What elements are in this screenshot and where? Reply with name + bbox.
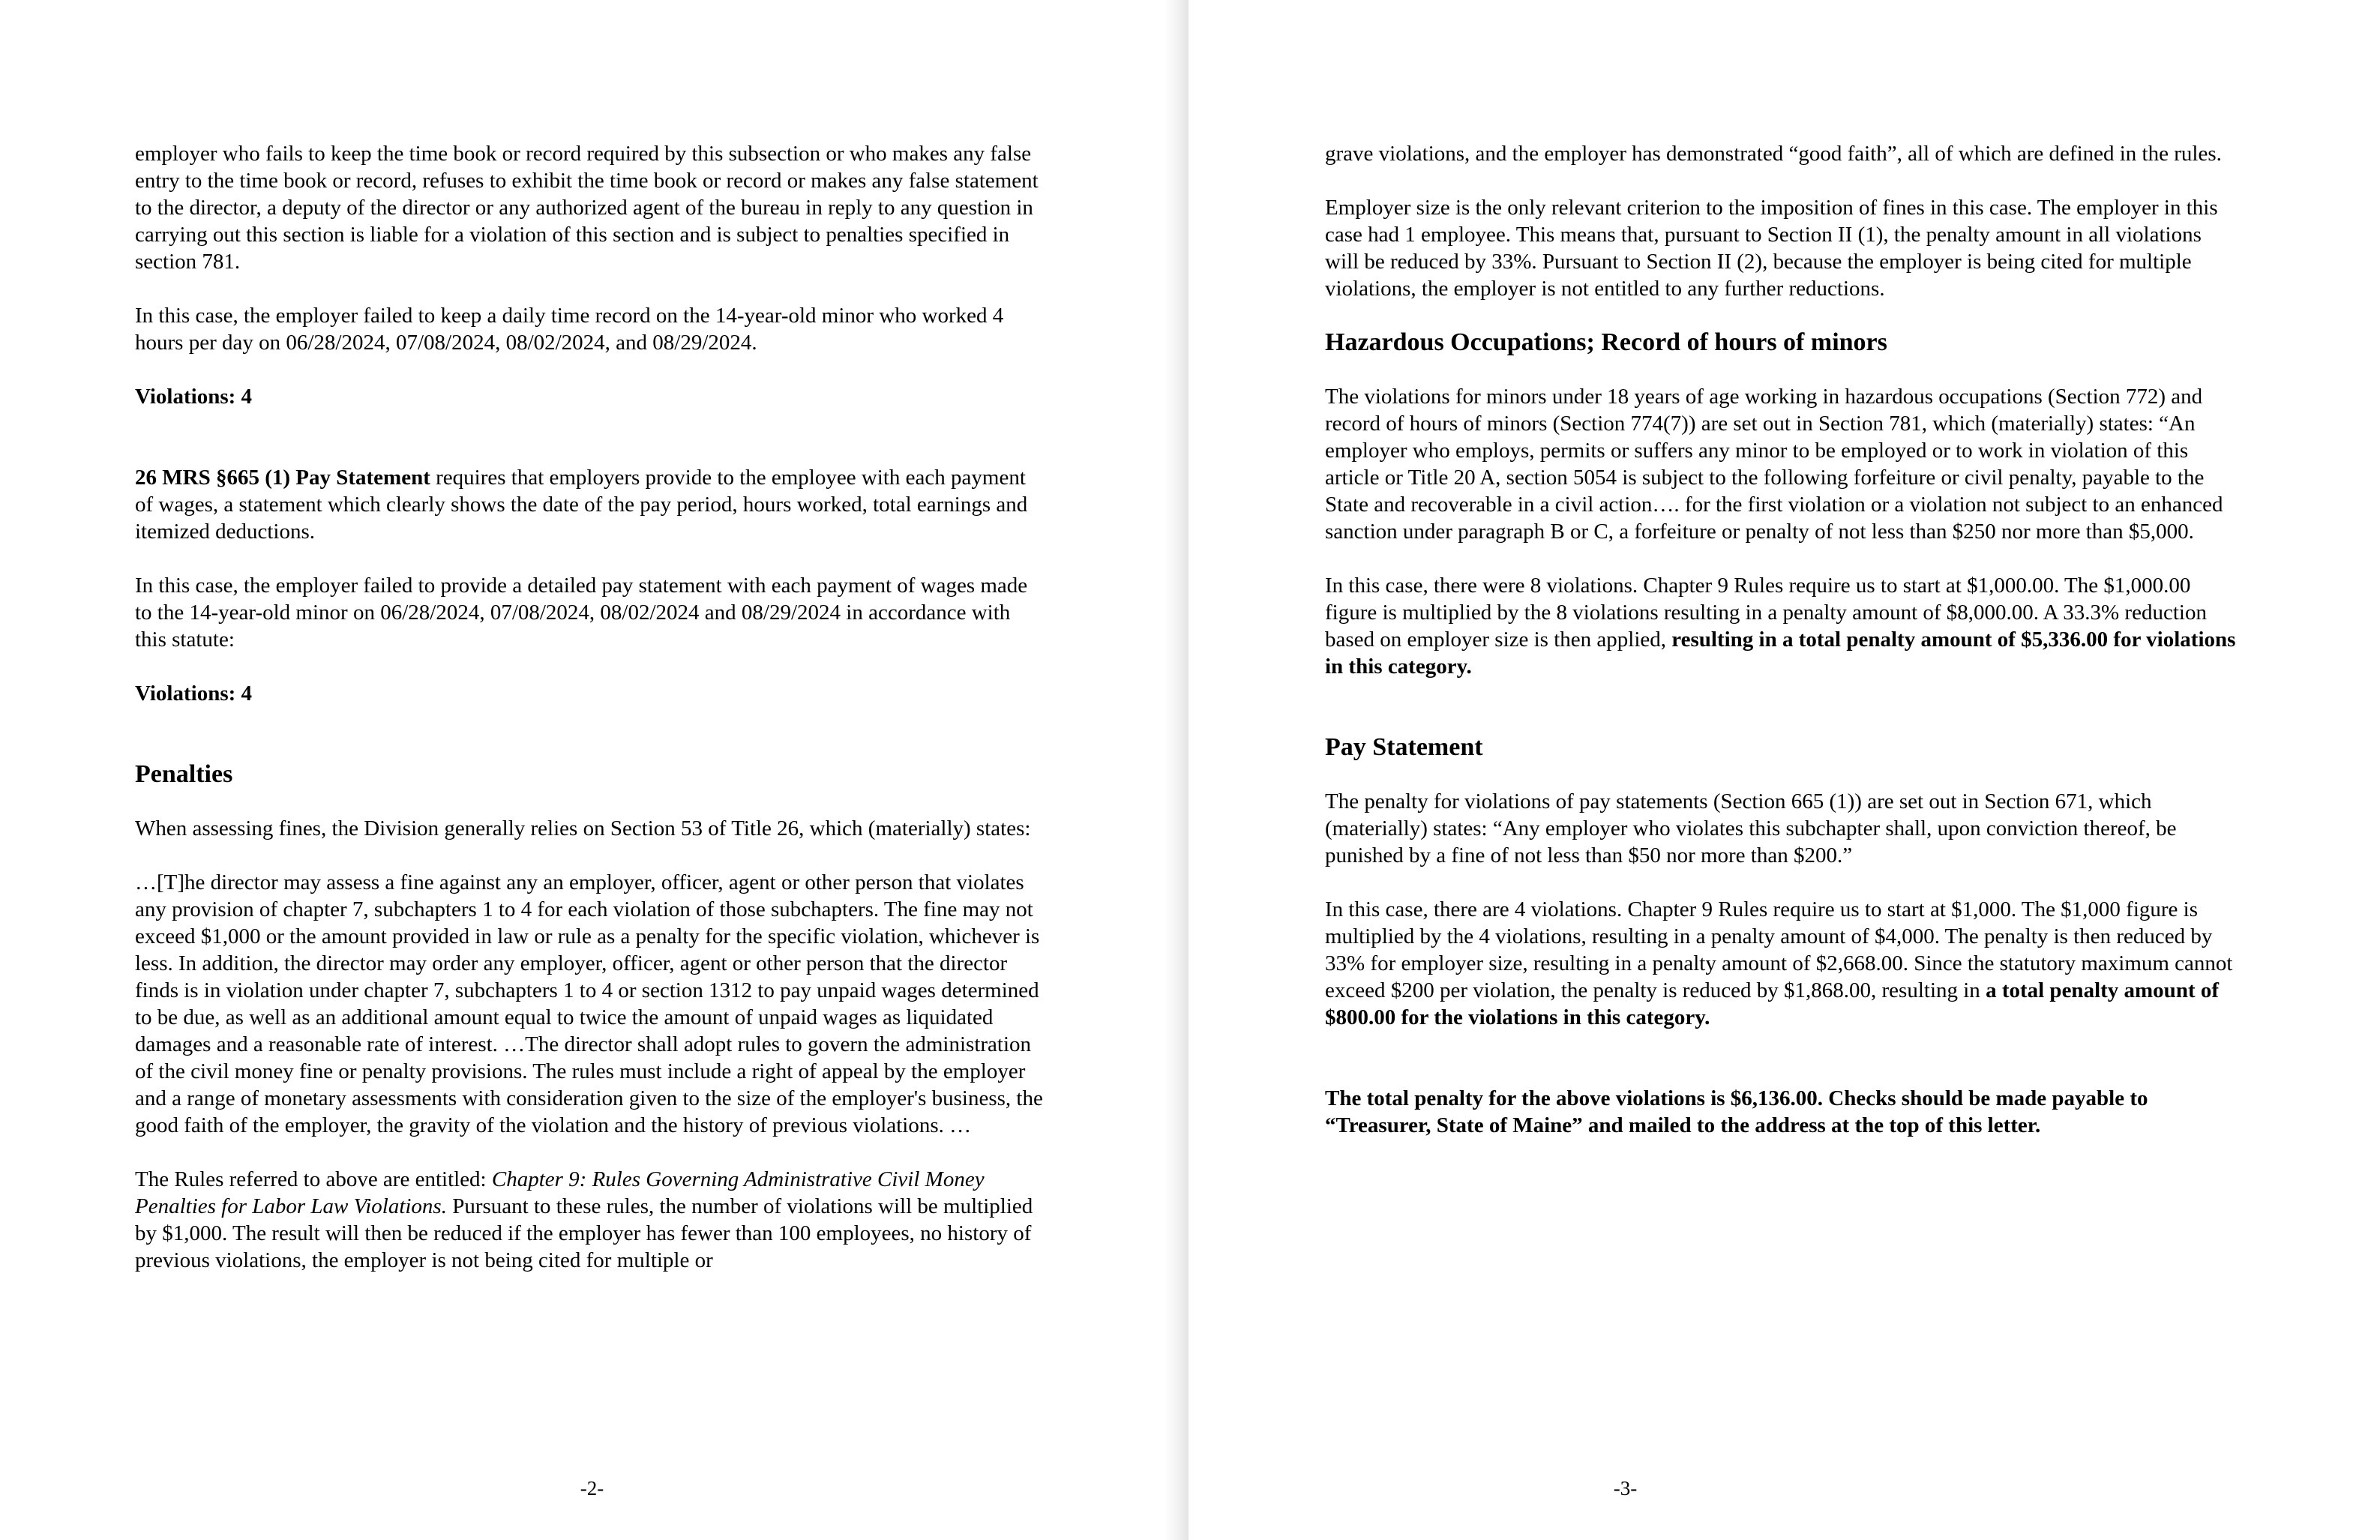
paragraph-pay-statement-penalty	[1325, 896, 2238, 1031]
paragraph-assessing-fines: When assessing fines, the Division generally relies on Section 53 of Title 26, which (materially) states:	[135, 816, 1031, 840]
paragraph-section-781: The violations for minors under 18 years of age working in hazardous occupations (Section 772) and record of hours of minors (Section 774(7)) are set out in Section 781, which (materially) states: “An employer who employs, permits or suffers any minor to be employed or to work in violation of this article or Title 20 A, section 5054 is subject to the following forfeiture or civil penalty, payable to the State and recoverable in a civil action…. for the first violation or a violation not subject to an enhanced sanction under paragraph B or C, a forfeiture or penalty of not less than $250 nor more than $5,000.	[1325, 385, 2223, 544]
heading-hazardous-occupations: Hazardous Occupations; Record of hours of minors	[1325, 328, 1887, 356]
hazardous-penalty-total: resulting in a total penalty amount of $5,336.00 for violations in this category.	[1325, 628, 2236, 679]
page-number-2: -2-	[580, 1477, 604, 1500]
hazardous-penalty-text: In this case, there were 8 violations. Chapter 9 Rules require us to start at $1,000.00. The $1,000.00 figure is multiplied by the 8 violations resulting in a penalty amount of $8,000.00. A 33.3% reduction based on employer size is then applied,	[1325, 574, 2207, 652]
heading-penalties: Penalties	[135, 760, 233, 788]
violations-count-time-record: Violations: 4	[135, 385, 253, 409]
statute-reference: 26 MRS §665 (1) Pay Statement	[135, 466, 430, 490]
paragraph-employer-size: Employer size is the only relevant criterion to the imposition of fines in this case. The employer in this case had 1 employee. This means that, pursuant to Section II (1), the penalty amount in all violations will be reduced by 33%. Pursuant to Section II (2), because the employer is being cited for multiple violations, the employer is not entitled to any further reductions.	[1325, 196, 2218, 301]
paragraph-section-671: The penalty for violations of pay statements (Section 665 (1)) are set out in Section 671, which (materially) states: “Any employer who violates this subchapter shall, upon conviction thereof, be punished by a fine of not less than $50 nor more than $200.”	[1325, 789, 2177, 867]
page-number-3: -3-	[1613, 1477, 1638, 1500]
heading-pay-statement: Pay Statement	[1325, 733, 1483, 761]
rules-text: Pursuant to these rules, the number of violations will be multiplied by $1,000. The result will then be reduced if the employer has fewer than 100 employees, no history of previous violations, the employer is not being cited for multiple or	[135, 1194, 1033, 1272]
paragraph-total-penalty: The total penalty for the above violations is $6,136.00. Checks should be made payable to “Treasurer, State of Maine” and mailed to the address at the top of this letter.	[1325, 1086, 2148, 1137]
document-page-2	[0, 0, 1189, 1540]
page-edge-shadow	[1165, 0, 1189, 1540]
paragraph-hazardous-penalty	[1325, 572, 2238, 680]
paragraph-pay-statement-statute	[135, 464, 1046, 545]
rules-title: Chapter 9: Rules Governing Administrative Civil Money Penalties for Labor Law Violations.	[135, 1167, 985, 1218]
page-3-body	[1325, 140, 2238, 1166]
rules-intro: The Rules referred to above are entitled:	[135, 1167, 492, 1191]
paragraph-pay-statement-finding: In this case, the employer failed to provide a detailed pay statement with each payment of wages made to the 14-year-old minor on 06/28/2024, 07/08/2024, 08/02/2024 and 08/29/2024 in accordance with this statute:	[135, 574, 1028, 652]
document-page-3	[1189, 0, 2380, 1540]
paragraph-rules	[135, 1166, 1046, 1274]
paragraph-time-record-finding: In this case, the employer failed to keep a daily time record on the 14-year-old minor who worked 4 hours per day on 06/28/2024, 07/08/2024, 08/02/2024, and 08/29/2024.	[135, 304, 1004, 355]
pay-statement-penalty-text: In this case, there are 4 violations. Chapter 9 Rules require us to start at $1,000. The $1,000 figure is multiplied by the 4 violations, resulting in a penalty amount of $4,000. The penalty is then reduced by 33% for employer size, resulting in a penalty amount of $2,668.00. Since the statutory maximum cannot exceed $200 per violation, the penalty is reduced by $1,868.00, resulting in	[1325, 897, 2233, 1002]
statute-text: requires that employers provide to the employee with each payment of wages, a statement which clearly shows the date of the pay period, hours worked, total earnings and itemized deductions.	[135, 466, 1028, 544]
quote-section-53: …[T]he director may assess a fine against any an employer, officer, agent or other person that violates any provision of chapter 7, subchapters 1 to 4 for each violation of those subchapters. The fine may not exceed $1,000 or the amount provided in law or rule as a penalty for the specific violation, whichever is less. In addition, the director may order any employer, officer, agent or other person that the director finds is in violation under chapter 7, subchapters 1 to 4 or section 1312 to pay unpaid wages determined to be due, as well as an additional amount equal to twice the amount of unpaid wages as liquidated damages and a reasonable rate of interest. …The director shall adopt rules to govern the administration of the civil money fine or penalty provisions. The rules must include a right of appeal by the employer and a range of monetary assessments with consideration given to the size of the employer's business, the good faith of the employer, the gravity of the violation and the history of previous violations. …	[135, 870, 1043, 1137]
paragraph-time-record-statute: employer who fails to keep the time book or record required by this subsection or who makes any false entry to the time book or record, refuses to exhibit the time book or record or makes any false statement to the director, a deputy of the director or any authorized agent of the bureau in reply to any question in carrying out this section is liable for a violation of this section and is subject to penalties specified in section 781.	[135, 142, 1039, 274]
violations-count-pay-statement: Violations: 4	[135, 682, 253, 706]
paragraph-rules-continued: grave violations, and the employer has demonstrated “good faith”, all of which are defined in the rules.	[1325, 142, 2222, 166]
page-2-body	[135, 140, 1046, 1301]
pay-statement-penalty-total: a total penalty amount of $800.00 for the violations in this category.	[1325, 978, 2220, 1029]
